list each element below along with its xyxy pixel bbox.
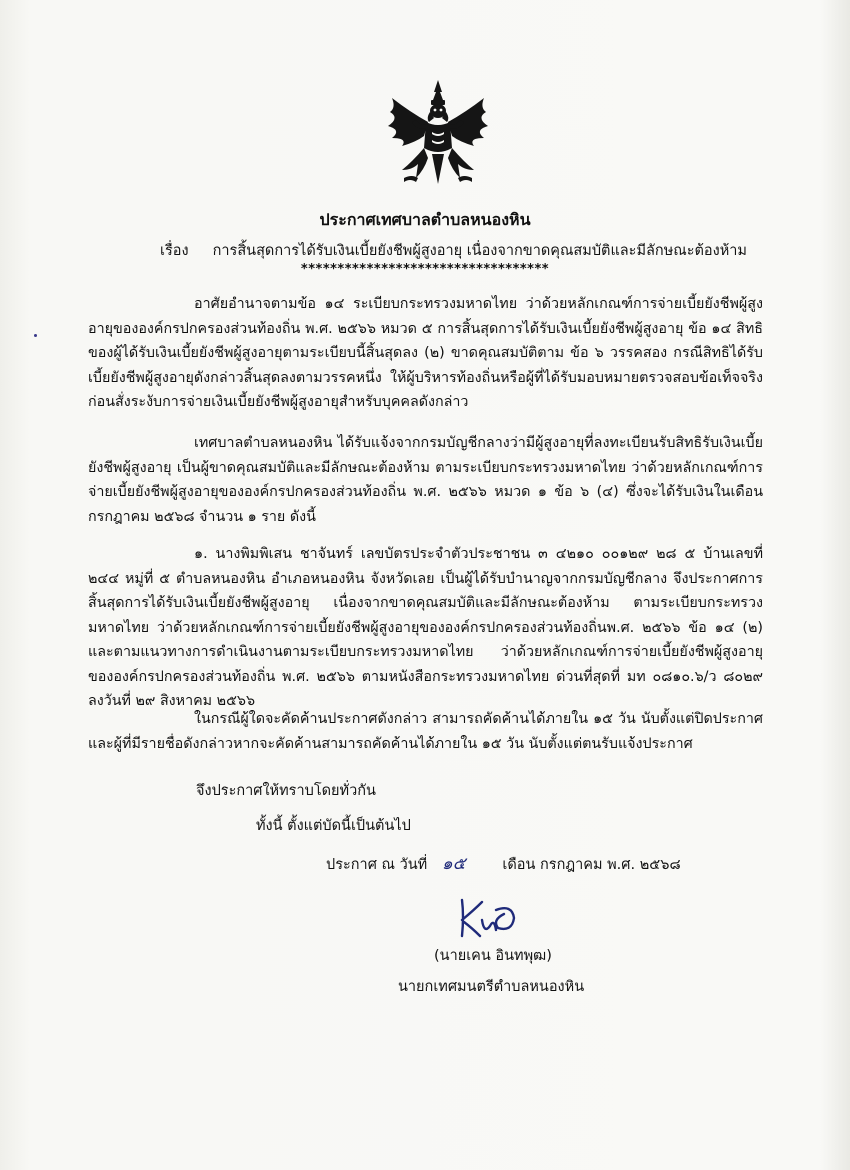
garuda-emblem-icon <box>382 78 494 190</box>
closing-announce: จึงประกาศให้ทราบโดยทั่วกัน <box>196 783 376 799</box>
signer-position: นายกเทศมนตรีตำบลหนองหิน <box>398 979 585 995</box>
date-prefix: ประกาศ ณ วันที่ <box>326 857 428 873</box>
date-suffix: เดือน กรกฎาคม พ.ศ. ๒๕๖๘ <box>502 857 681 873</box>
handwritten-signature-icon <box>452 896 522 942</box>
subject-text: การสิ้นสุดการได้รับเงินเบี้ยยังชีพผู้สูงอายุ เนื่องจากขาดคุณสมบัติและมีลักษณะต้องห้าม <box>212 243 747 259</box>
paragraph-notification: เทศบาลตำบลหนองหิน ได้รับแจ้งจากกรมบัญชีกลางว่ามีผู้สูงอายุที่ลงทะเบียนรับสิทธิรับเงินเบี้ยยังชีพผู้สูงอายุ เป็นผู้ขาดคุณสมบัติและมีลักษณะต้องห้าม ตามระเบียบกระทรวงมหาดไทย ว่าด้วยหลักเกณฑ์การจ่ายเบี้ยยังชีพผู้สูงอายุขององค์กรปกครองส่วนท้องถิ่น พ.ศ. ๒๕๖๖ หมวด ๑ ข้อ ๖ (๔) ซึ่งจะได้รับเงินในเดือนกรกฎาคม ๒๕๖๘ จำนวน ๑ ราย ดังนี้ <box>88 435 763 525</box>
paragraph-objection: ในกรณีผู้ใดจะคัดค้านประกาศดังกล่าว สามารถคัดค้านได้ภายใน ๑๕ วัน นับตั้งแต่ปิดประกาศ และผู้ที่มีรายชื่อดังกล่าวหากจะคัดค้านสามารถคัดค้านได้ภายใน ๑๕ วัน นับตั้งแต่ตนรับแจ้งประกาศ <box>88 711 763 752</box>
subject-label: เรื่อง <box>160 243 189 259</box>
handwritten-day: ๑๕ <box>441 854 466 874</box>
paragraph-person-detail: ๑. นางพิมพิเสน ชาจันทร์ เลขบัตรประจำตัวประชาชน ๓ ๔๒๑๐ ๐๐๑๒๙ ๒๘ ๕ บ้านเลขที่ ๒๔๔ หมู่ที่ ๕ ตำบลหนองหิน อำเภอหนองหิน จังหวัดเลย เป็นผู้ได้รับบำนาญจากกรมบัญชีกลาง จึงประกาศการสิ้นสุดการได้รับเงินเบี้ยยังชีพผู้สูงอายุ เนื่องจากขาดคุณสมบัติและมีลักษณะต้องห้าม ตามระเบียบกระทรวงมหาดไทย ว่าด้วยหลักเกณฑ์การจ่ายเบี้ยยังชีพผู้สูงอายุขององค์กรปกครองส่วนท้องถิ่นพ.ศ. ๒๕๖๖ ข้อ ๑๔ (๒) และตามแนวทางการดำเนินงานตามระเบียบกระทรวงมหาดไทย ว่าด้วยหลักเกณฑ์การจ่ายเบี้ยยังชีพผู้สูงอายุขององค์กรปกครองส่วนท้องถิ่น พ.ศ. ๒๕๖๖ ตามหนังสือกระทรวงมหาดไทย ด่วนที่สุดที่ มท ๐๘๑๐.๖/ว ๘๐๒๙ ลงวันที่ ๒๙ สิงหาคม ๒๕๖๖ <box>88 546 763 709</box>
document-title: ประกาศเทศบาลตำบลหนองหิน <box>319 210 531 229</box>
scan-speck <box>34 334 37 337</box>
subject-line <box>160 239 800 262</box>
closing-effective: ทั้งนี้ ตั้งแต่บัดนี้เป็นต้นไป <box>256 818 411 834</box>
signer-name: (นายเคน อินทพุฒ) <box>434 948 552 964</box>
paragraph-authority: อาศัยอำนาจตามข้อ ๑๔ ระเบียบกระทรวงมหาดไทย ว่าด้วยหลักเกณฑ์การจ่ายเบี้ยยังชีพผู้สูงอายุขององค์กรปกครองส่วนท้องถิ่น พ.ศ. ๒๕๖๖ หมวด ๕ การสิ้นสุดการได้รับเงินเบี้ยยังชีพผู้สูงอายุ ข้อ ๑๔ สิทธิของผู้ได้รับเงินเบี้ยยังชีพผู้สูงอายุตามระเบียบนี้สิ้นสุดลง (๒) ขาดคุณสมบัติตาม ข้อ ๖ วรรคสอง กรณีสิทธิได้รับเบี้ยยังชีพผู้สูงอายุดังกล่าวสิ้นสุดลงตามวรรคหนึ่ง ให้ผู้บริหารท้องถิ่นหรือผู้ที่ได้รับมอบหมายตรวจสอบข้อเท็จจริงก่อนสั่งระงับการจ่ายเงินเบี้ยยังชีพผู้สูงอายุสำหรับบุคคลดังกล่าว <box>88 296 763 410</box>
separator-line: ********************************** <box>300 262 550 277</box>
announce-date-line <box>326 850 681 877</box>
